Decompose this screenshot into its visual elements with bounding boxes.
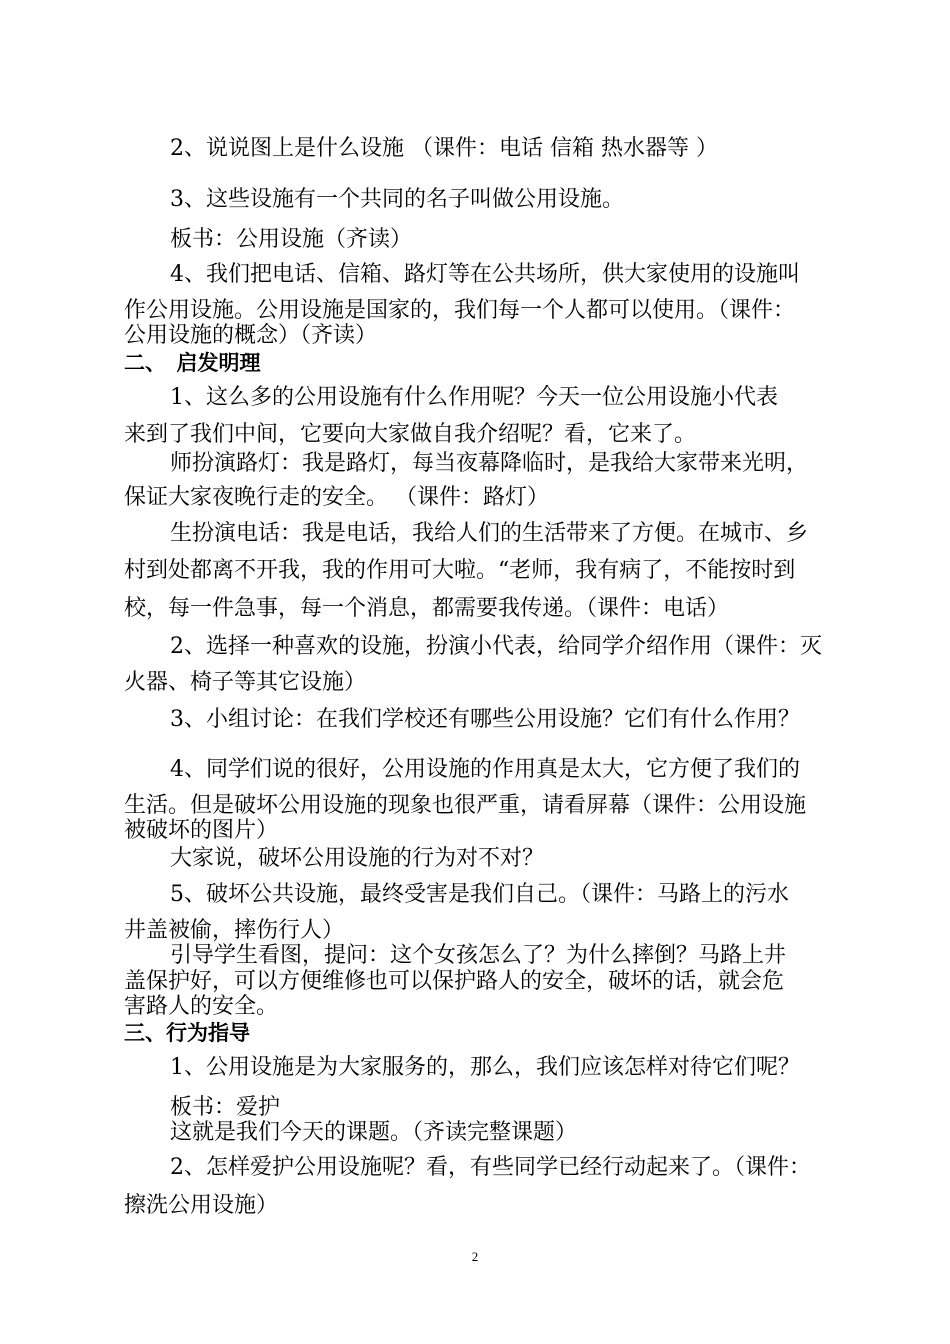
paragraph-line: 师扮演路灯：我是路灯，每当夜幕降临时，是我给大家带来光明， bbox=[170, 451, 809, 476]
paragraph-line: 盖保护好，可以方便维修也可以保护路人的安全，破坏的话，就会危 bbox=[124, 969, 785, 994]
paragraph-line: 害路人的安全。 bbox=[124, 994, 279, 1019]
paragraph-line: 来到了我们中间，它要向大家做自我介绍呢？看，它来了。 bbox=[124, 422, 697, 447]
paragraph-line: 生活。但是破坏公用设施的现象也很严重，请看屏幕（课件：公用设施 bbox=[124, 793, 807, 818]
paragraph-line: 大家说，破坏公用设施的行为对不对？ bbox=[170, 846, 545, 871]
paragraph-line: 保证大家夜晚行走的安全。 （课件：路灯） bbox=[124, 485, 549, 510]
page-number: 2 bbox=[471, 1249, 479, 1264]
paragraph-line: 校，每一件急事，每一个消息，都需要我传递。（课件：电话） bbox=[124, 596, 730, 621]
paragraph-line: 板书：爱护 bbox=[170, 1095, 281, 1120]
paragraph-line: 公用设施的概念）（齐读） bbox=[124, 323, 378, 348]
paragraph-line: 2、选择一种喜欢的设施，扮演小代表，给同学介绍作用（课件：灭 bbox=[170, 634, 822, 659]
paragraph-line: 井盖被偷，摔伤行人） bbox=[124, 918, 345, 943]
section-heading: 二、 启发明理 bbox=[124, 351, 261, 375]
paragraph-line: 3、小组讨论：在我们学校还有哪些公用设施？它们有什么作用？ bbox=[170, 707, 800, 732]
paragraph-line: 4、同学们说的很好，公用设施的作用真是太大，它方便了我们的 bbox=[170, 757, 800, 782]
paragraph-line: 4、我们把电话、信箱、路灯等在公共场所，供大家使用的设施叫 bbox=[170, 262, 800, 287]
paragraph-line: 2、怎样爱护公用设施呢？看，有些同学已经行动起来了。（课件： bbox=[170, 1155, 811, 1180]
section-heading: 三、行为指导 bbox=[124, 1021, 250, 1045]
paragraph-line: 3、这些设施有一个共同的名子叫做公用设施。 bbox=[170, 187, 624, 212]
paragraph-line: 火器、椅子等其它设施） bbox=[124, 670, 367, 695]
paragraph-line: 2、说说图上是什么设施 （课件：电话 信箱 热水器等 ） bbox=[170, 136, 718, 161]
paragraph-line: 5、破坏公共设施，最终受害是我们自己。（课件：马路上的污水 bbox=[170, 882, 789, 907]
paragraph-line: 生扮演电话：我是电话，我给人们的生活带来了方便。在城市、乡 bbox=[170, 521, 809, 546]
paragraph-line: 这就是我们今天的课题。（齐读完整课题） bbox=[170, 1120, 578, 1145]
paragraph-line: 村到处都离不开我，我的作用可大啦。“老师，我有病了，不能按时到 bbox=[124, 558, 796, 583]
paragraph-line: 作公用设施。公用设施是国家的，我们每一个人都可以使用。（课件： bbox=[124, 298, 796, 323]
paragraph-line: 1、这么多的公用设施有什么作用呢？今天一位公用设施小代表 bbox=[170, 385, 778, 410]
paragraph-line: 擦洗公用设施） bbox=[124, 1193, 279, 1218]
paragraph-line: 板书：公用设施（齐读） bbox=[170, 227, 413, 252]
paragraph-line: 1、公用设施是为大家服务的，那么，我们应该怎样对待它们呢？ bbox=[170, 1055, 800, 1080]
paragraph-line: 引导学生看图，提问：这个女孩怎么了？为什么摔倒？马路上井 bbox=[170, 943, 787, 968]
paragraph-line: 被破坏的图片） bbox=[124, 818, 279, 843]
